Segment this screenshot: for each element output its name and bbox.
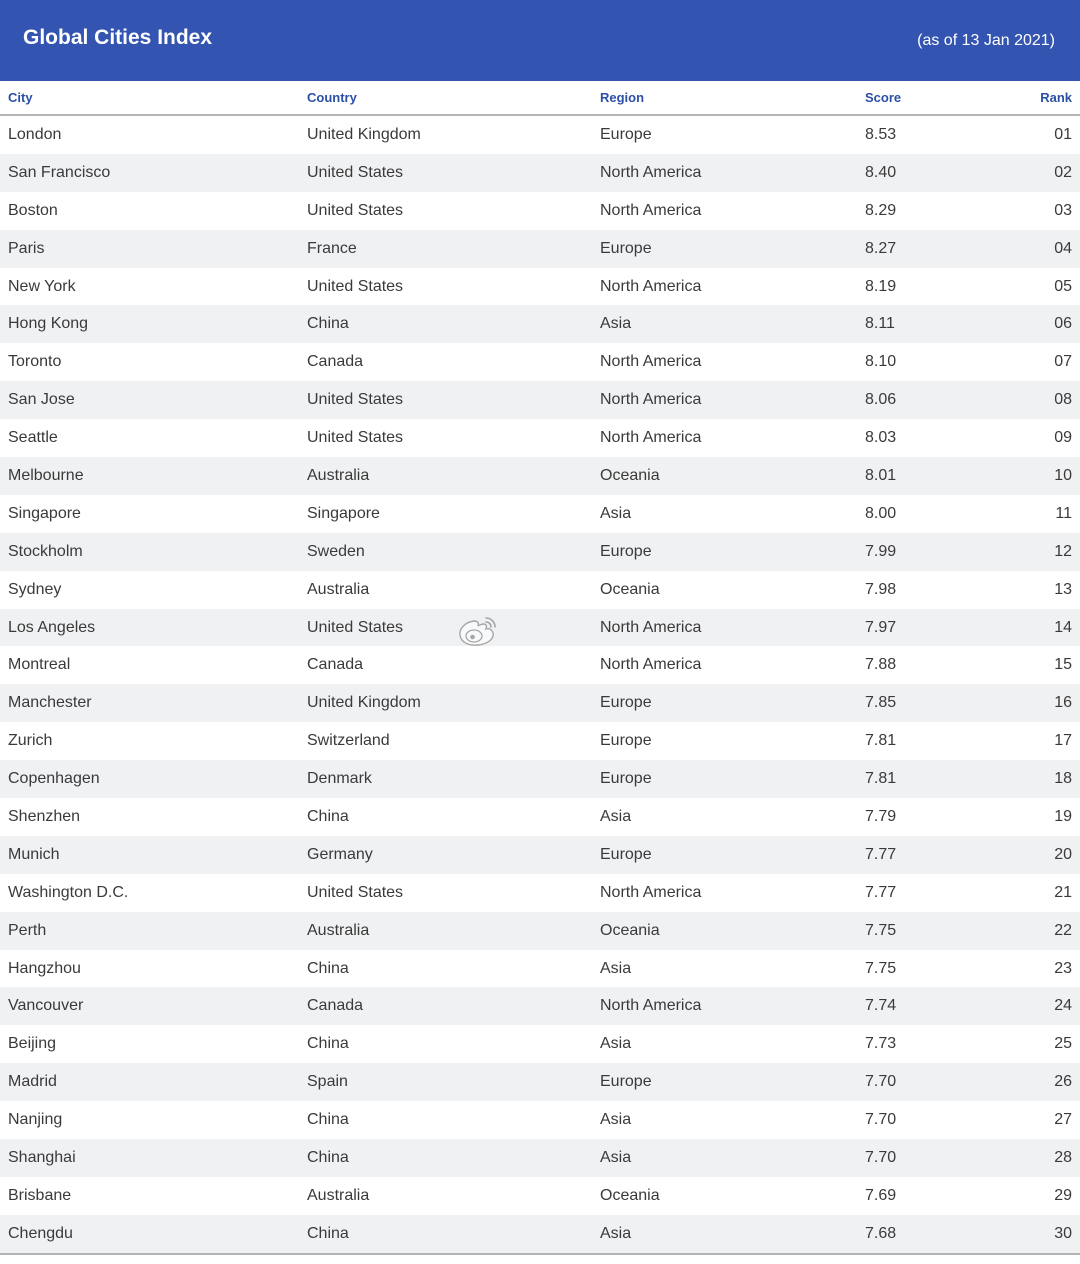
cell-country: United States bbox=[307, 618, 404, 636]
cell-region: North America bbox=[600, 353, 702, 371]
cell-region: Asia bbox=[600, 315, 632, 333]
cell-rank: 08 bbox=[1054, 391, 1072, 409]
cell-score: 8.01 bbox=[865, 467, 897, 485]
cell-region: North America bbox=[600, 277, 702, 295]
table-row bbox=[0, 533, 1080, 571]
cell-score: 7.77 bbox=[865, 883, 897, 901]
table-row bbox=[0, 874, 1080, 912]
cell-score: 7.81 bbox=[865, 732, 897, 750]
cell-region: Oceania bbox=[600, 921, 660, 939]
cell-region: North America bbox=[600, 656, 702, 674]
as-of-date: (as of 13 Jan 2021) bbox=[917, 32, 1055, 49]
cell-rank: 04 bbox=[1054, 239, 1072, 257]
weibo-watermark-icon bbox=[457, 612, 499, 648]
cell-rank: 16 bbox=[1054, 694, 1072, 712]
table-row bbox=[0, 116, 1080, 154]
cell-rank: 13 bbox=[1054, 580, 1072, 598]
cell-score: 7.75 bbox=[865, 921, 897, 939]
cell-country: Australia bbox=[307, 580, 370, 598]
cell-country: Germany bbox=[307, 845, 373, 863]
table-row bbox=[0, 495, 1080, 533]
cell-region: Europe bbox=[600, 239, 652, 257]
cell-score: 8.10 bbox=[865, 353, 897, 371]
cell-country: United States bbox=[307, 201, 404, 219]
table-row bbox=[0, 722, 1080, 760]
table-row bbox=[0, 1025, 1080, 1063]
cell-score: 8.53 bbox=[865, 126, 897, 143]
cell-rank: 28 bbox=[1054, 1149, 1072, 1167]
cell-score: 7.81 bbox=[865, 770, 897, 788]
cell-country: Spain bbox=[307, 1073, 348, 1091]
cell-region: North America bbox=[600, 391, 702, 409]
cell-city: Singapore bbox=[8, 504, 81, 522]
cell-country: China bbox=[307, 808, 349, 826]
cell-rank: 27 bbox=[1054, 1111, 1072, 1129]
cell-country: Australia bbox=[307, 921, 370, 939]
cell-country: United Kingdom bbox=[307, 126, 421, 143]
cell-rank: 17 bbox=[1054, 732, 1072, 750]
cell-city: Hangzhou bbox=[8, 959, 81, 977]
cell-score: 8.27 bbox=[865, 239, 897, 257]
cell-city: Vancouver bbox=[8, 997, 84, 1015]
cell-city: Hong Kong bbox=[8, 315, 89, 333]
table-row bbox=[0, 987, 1080, 1025]
cell-score: 7.68 bbox=[865, 1224, 897, 1242]
cell-score: 7.79 bbox=[865, 808, 897, 826]
cell-country: Australia bbox=[307, 1186, 370, 1204]
cell-score: 7.77 bbox=[865, 845, 897, 863]
cell-rank: 15 bbox=[1054, 656, 1072, 674]
column-header-city: City bbox=[8, 90, 33, 105]
cell-rank: 02 bbox=[1054, 163, 1072, 181]
cell-score: 7.74 bbox=[865, 997, 897, 1015]
table-row bbox=[0, 1215, 1080, 1253]
cell-rank: 18 bbox=[1054, 770, 1072, 788]
cell-country: Switzerland bbox=[307, 732, 390, 750]
cell-score: 8.11 bbox=[865, 315, 895, 333]
cell-country: Canada bbox=[307, 997, 364, 1015]
cell-country: China bbox=[307, 959, 349, 977]
column-header-rank: Rank bbox=[1040, 90, 1072, 105]
cell-rank: 30 bbox=[1054, 1224, 1072, 1242]
cell-rank: 07 bbox=[1054, 353, 1072, 371]
table-row bbox=[0, 154, 1080, 192]
cell-region: Asia bbox=[600, 1149, 632, 1167]
cell-region: Asia bbox=[600, 808, 632, 826]
cell-rank: 11 bbox=[1055, 504, 1072, 522]
cell-country: Canada bbox=[307, 656, 364, 674]
cell-rank: 09 bbox=[1054, 429, 1072, 447]
cell-score: 7.99 bbox=[865, 542, 897, 560]
cell-region: North America bbox=[600, 429, 702, 447]
cell-score: 7.73 bbox=[865, 1035, 897, 1053]
cell-rank: 21 bbox=[1054, 883, 1072, 901]
cell-city: Boston bbox=[8, 201, 58, 219]
cell-region: North America bbox=[600, 883, 702, 901]
cell-city: Manchester bbox=[8, 694, 92, 712]
cell-rank: 24 bbox=[1054, 997, 1072, 1015]
cell-region: North America bbox=[600, 163, 702, 181]
cell-city: Zurich bbox=[8, 732, 53, 750]
cell-region: Europe bbox=[600, 732, 652, 750]
cell-country: United States bbox=[307, 429, 404, 447]
cell-city: San Francisco bbox=[8, 163, 111, 181]
column-header-region: Region bbox=[600, 90, 645, 105]
cell-city: New York bbox=[8, 277, 76, 295]
page-title: Global Cities Index bbox=[23, 26, 213, 49]
cell-rank: 25 bbox=[1054, 1035, 1072, 1053]
table-body bbox=[0, 116, 1080, 1255]
cell-city: Munich bbox=[8, 845, 60, 863]
table-row bbox=[0, 305, 1080, 343]
cell-score: 7.88 bbox=[865, 656, 897, 674]
cell-region: Oceania bbox=[600, 580, 660, 598]
cell-city: Washington D.C. bbox=[8, 883, 129, 901]
table-row bbox=[0, 646, 1080, 684]
cell-score: 8.06 bbox=[865, 391, 897, 409]
cell-city: Brisbane bbox=[8, 1186, 72, 1204]
cell-region: Asia bbox=[600, 959, 632, 977]
cell-city: Sydney bbox=[8, 580, 62, 598]
table-row bbox=[0, 192, 1080, 230]
cell-region: Europe bbox=[600, 694, 652, 712]
cell-city: London bbox=[8, 126, 62, 143]
cell-score: 8.03 bbox=[865, 429, 897, 447]
cell-country: France bbox=[307, 239, 357, 257]
cell-rank: 26 bbox=[1054, 1073, 1072, 1091]
cell-score: 7.75 bbox=[865, 959, 897, 977]
cell-rank: 05 bbox=[1054, 277, 1072, 295]
cell-score: 8.29 bbox=[865, 201, 897, 219]
cell-country: China bbox=[307, 1111, 349, 1129]
cell-city: Montreal bbox=[8, 656, 71, 674]
cell-city: Shenzhen bbox=[8, 808, 81, 826]
cell-rank: 01 bbox=[1054, 126, 1072, 143]
cell-country: United States bbox=[307, 163, 404, 181]
header-banner bbox=[0, 0, 1080, 81]
cell-region: Oceania bbox=[600, 467, 660, 485]
cell-country: Denmark bbox=[307, 770, 372, 788]
cell-country: United States bbox=[307, 391, 404, 409]
cell-city: Perth bbox=[8, 921, 47, 939]
cell-region: Europe bbox=[600, 542, 652, 560]
cell-country: China bbox=[307, 1035, 349, 1053]
cell-score: 7.70 bbox=[865, 1073, 897, 1091]
table-row bbox=[0, 798, 1080, 836]
cell-score: 7.85 bbox=[865, 694, 897, 712]
cell-score: 8.40 bbox=[865, 163, 897, 181]
cell-score: 7.69 bbox=[865, 1186, 897, 1204]
cell-city: Beijing bbox=[8, 1035, 57, 1053]
cell-city: Copenhagen bbox=[8, 770, 100, 788]
cell-rank: 22 bbox=[1054, 921, 1072, 939]
cell-country: United Kingdom bbox=[307, 694, 421, 712]
table-row bbox=[0, 571, 1080, 609]
cell-country: China bbox=[307, 1149, 349, 1167]
table-header bbox=[0, 82, 1080, 116]
cell-country: Canada bbox=[307, 353, 364, 371]
cell-city: Los Angeles bbox=[8, 618, 96, 636]
cell-city: San Jose bbox=[8, 391, 75, 409]
table-row bbox=[0, 457, 1080, 495]
cell-region: Asia bbox=[600, 1111, 632, 1129]
cell-score: 7.70 bbox=[865, 1111, 897, 1129]
table-row bbox=[0, 230, 1080, 268]
cell-rank: 19 bbox=[1054, 808, 1072, 826]
cell-region: Europe bbox=[600, 845, 652, 863]
cell-city: Toronto bbox=[8, 353, 62, 371]
cell-rank: 10 bbox=[1054, 467, 1072, 485]
cell-rank: 14 bbox=[1054, 618, 1072, 636]
table-row bbox=[0, 1177, 1080, 1215]
cell-country: United States bbox=[307, 883, 404, 901]
cell-rank: 12 bbox=[1054, 542, 1072, 560]
table-row bbox=[0, 760, 1080, 798]
cell-region: Europe bbox=[600, 126, 652, 143]
cell-region: North America bbox=[600, 997, 702, 1015]
table-row bbox=[0, 836, 1080, 874]
cell-region: Europe bbox=[600, 1073, 652, 1091]
cell-region: Oceania bbox=[600, 1186, 660, 1204]
cell-score: 7.97 bbox=[865, 618, 897, 636]
cell-region: Europe bbox=[600, 770, 652, 788]
cell-region: North America bbox=[600, 618, 702, 636]
table-row bbox=[0, 268, 1080, 306]
cell-region: Asia bbox=[600, 1035, 632, 1053]
table-row bbox=[0, 381, 1080, 419]
cell-rank: 06 bbox=[1054, 315, 1072, 333]
cell-region: North America bbox=[600, 201, 702, 219]
cell-score: 8.00 bbox=[865, 504, 897, 522]
cell-city: Nanjing bbox=[8, 1111, 63, 1129]
table-row bbox=[0, 684, 1080, 722]
table-row bbox=[0, 1139, 1080, 1177]
cell-rank: 20 bbox=[1054, 845, 1072, 863]
cell-rank: 23 bbox=[1054, 959, 1072, 977]
cell-country: Singapore bbox=[307, 504, 380, 522]
table-row bbox=[0, 343, 1080, 381]
table-row bbox=[0, 950, 1080, 988]
cell-country: China bbox=[307, 1224, 349, 1242]
cell-city: Seattle bbox=[8, 429, 58, 447]
cell-city: Shanghai bbox=[8, 1149, 76, 1167]
cell-country: Sweden bbox=[307, 542, 365, 560]
cell-rank: 03 bbox=[1054, 201, 1072, 219]
column-header-country: Country bbox=[307, 90, 357, 105]
column-header-score: Score bbox=[865, 90, 902, 105]
cell-country: China bbox=[307, 315, 349, 333]
cell-score: 7.98 bbox=[865, 580, 897, 598]
cell-city: Stockholm bbox=[8, 542, 83, 560]
cell-score: 8.19 bbox=[865, 277, 897, 295]
cell-city: Paris bbox=[8, 239, 45, 257]
table-row bbox=[0, 1063, 1080, 1101]
table-row bbox=[0, 609, 1080, 647]
cell-city: Chengdu bbox=[8, 1224, 73, 1242]
cell-country: United States bbox=[307, 277, 404, 295]
cell-region: Asia bbox=[600, 1224, 632, 1242]
cell-rank: 29 bbox=[1054, 1186, 1072, 1204]
table-row bbox=[0, 912, 1080, 950]
cell-score: 7.70 bbox=[865, 1149, 897, 1167]
table-row bbox=[0, 1101, 1080, 1139]
cell-city: Melbourne bbox=[8, 467, 84, 485]
cell-country: Australia bbox=[307, 467, 370, 485]
table-row bbox=[0, 419, 1080, 457]
cell-city: Madrid bbox=[8, 1073, 57, 1091]
cell-region: Asia bbox=[600, 504, 632, 522]
